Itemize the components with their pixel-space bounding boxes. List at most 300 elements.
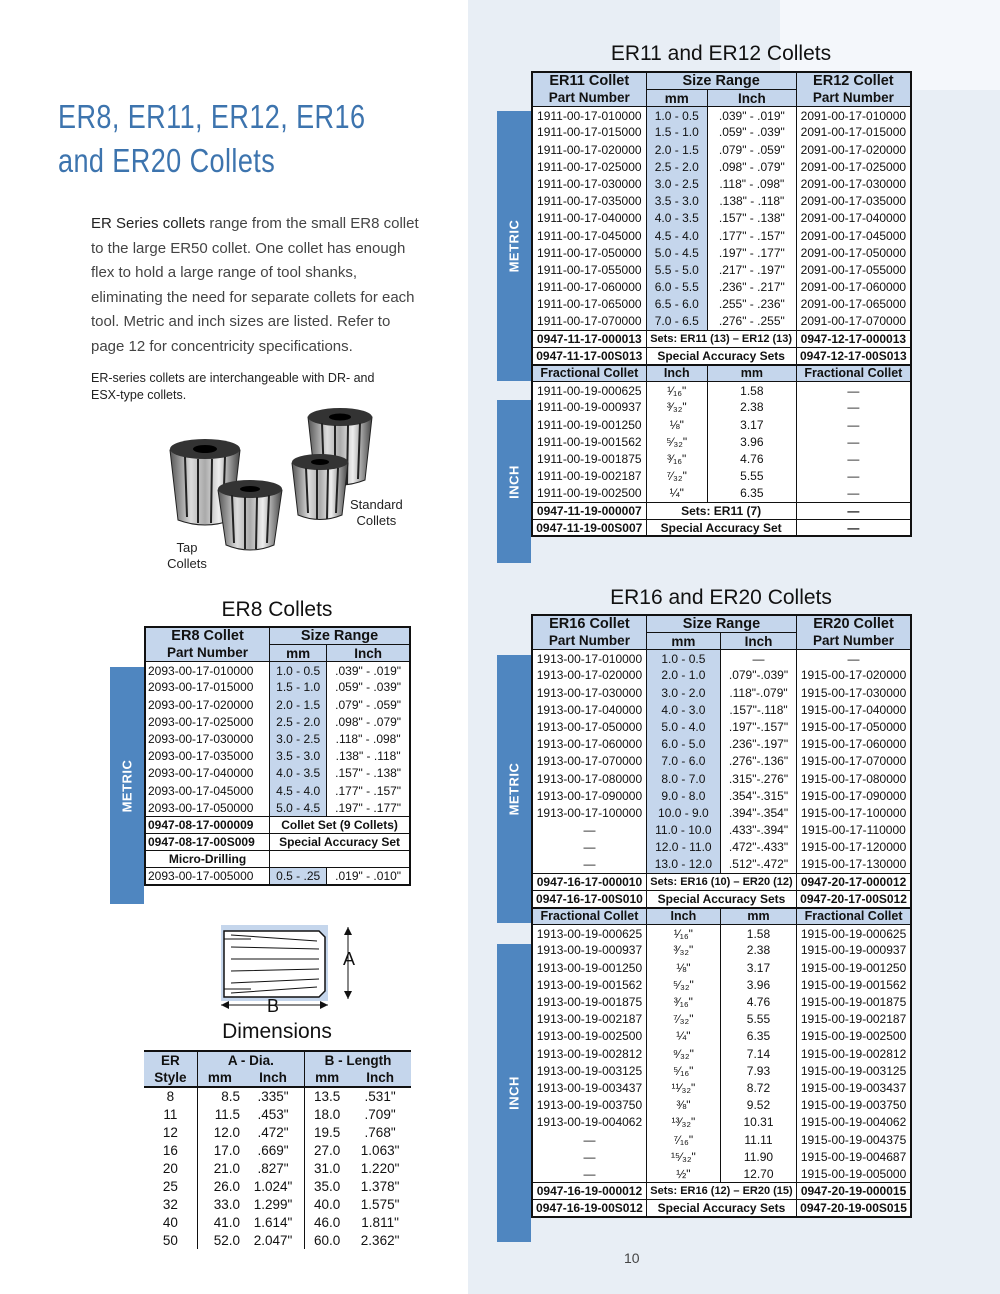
er8-size-inch: .118" - .098" [335,732,401,747]
dims-style: 20 [144,1159,197,1177]
table-row [532,107,911,124]
er16-inch-col4: 1915-00-19-001562 [800,977,907,992]
table-row [532,1062,911,1079]
table-row [532,1079,911,1096]
er11-header-collet: ER11 Collet [532,72,646,90]
er16-metric-col2: 1.0 - 0.5 [646,650,720,667]
dims-len-inch: .768" [364,1124,396,1140]
dims-len-inch: .531" [364,1089,396,1104]
er11-metric-col2: 2.5 - 2.0 [646,158,707,175]
diagram-label-a: A [342,949,356,969]
dims-dia-inch: .335" [242,1087,305,1105]
dims-header-length: B - Length [305,1051,411,1069]
er11-inch-col3: 6.35 [707,485,796,502]
er16-inch-part-number: — [532,1148,646,1165]
dims-dia-mm: 11.5 [214,1106,241,1122]
er16-metric-col4: — [847,651,860,666]
dims-len-mm: 27.0 [313,1142,341,1158]
er16-inch-col2: ⁵⁄₃₂" [646,976,720,993]
er16-header-mm: mm [646,633,720,650]
er11-inch-col2: ⁵⁄₃₂" [646,433,707,450]
er11-inch-part-number: 1911-00-19-002500 [532,485,646,502]
er8-size-inch: .197" - .177" [335,800,402,815]
er11-inch-band-label: INCH [506,464,522,499]
tap-collets-caption: Tap Collets [167,540,207,571]
er11-metric-part-number: 1911-00-17-045000 [532,227,646,244]
er11-metric-col2: 6.0 - 5.5 [646,279,707,296]
er16-inch-col2: ¹¹⁄₃₂" [646,1079,720,1096]
dims-dia-mm: 52.0 [213,1232,241,1248]
er16-metric-col2: 12.0 - 11.0 [646,839,720,856]
er16-metric-col4: 1915-00-17-050000 [800,720,907,735]
table-row [145,696,410,713]
er16-inch-col2: ¹⁵⁄₃₂" [646,1148,720,1165]
er11-metric-col4: 2091-00-17-035000 [800,194,907,209]
er8-size-mm: 2.0 - 1.5 [270,696,327,713]
table-row [532,1097,911,1114]
er16-inch-part-number: 1913-00-19-002187 [532,1011,646,1028]
er16-inch-col2: ⁹⁄₃₂" [646,1045,720,1062]
er16-inch-part-number: 1913-00-19-003125 [532,1062,646,1079]
er8-part-number: 2093-00-17-025000 [145,713,270,730]
table-row [532,279,911,296]
dims-style: 25 [144,1177,197,1195]
dims-header-len-inch: Inch [349,1069,411,1087]
er11-metric-col4: 2091-00-17-070000 [800,314,907,329]
table-row [532,701,911,718]
er11-metric-part-number: 1911-00-17-040000 [532,210,646,227]
table-row [145,679,410,696]
er16-frac-header-mm: mm [720,908,796,925]
er16-metric-rows [532,650,911,873]
table-row [532,770,911,787]
er11-metric-col2: 1.0 - 0.5 [646,107,707,124]
intro-bold: ER Series collets [91,215,206,232]
er11-header-part: Part Number [532,90,646,107]
er11-metric-col3: .118" - .098" [707,175,796,192]
dims-style: 40 [144,1213,197,1231]
table-row [532,175,911,192]
dims-style: 8 [144,1087,197,1105]
er11-metric-part-number: 1911-00-17-035000 [532,193,646,210]
dims-len-mm: 46.0 [313,1214,341,1230]
er11-metric-rows [532,107,911,330]
table-row [532,485,911,502]
er11-inch-part-number: 1911-00-19-001250 [532,416,646,433]
er16-inch-col2: ¹⁄₁₆" [646,925,720,942]
er11-metric-band-label: METRIC [506,219,522,273]
er11-inch-band [497,400,531,563]
er16-metric-part-number: 1913-00-17-020000 [532,667,646,684]
er16-inch-part-number: 1913-00-19-002812 [532,1045,646,1062]
er16-set2-desc: Special Accuracy Sets [646,890,796,907]
er11-metric-col3: .197" - .177" [707,244,796,261]
table-row [532,1148,911,1165]
table-row [532,787,911,804]
er8-size-inch: .079" - .059" [335,697,402,712]
er11-metric-part-number: 1911-00-17-065000 [532,296,646,313]
er11-inch-col2: ¹⁄₁₆" [646,382,707,399]
er16-metric-col2: 2.0 - 1.0 [646,667,720,684]
dims-rows [144,1087,411,1249]
table-row [145,730,410,747]
er16-metric-col3: .118"-.079" [720,684,796,701]
er16-metric-part-number: 1913-00-17-010000 [532,650,646,667]
er16-inch-col2: ³⁄₁₆" [646,993,720,1010]
er12-header-collet: ER12 Collet [796,72,911,90]
er12-header-part: Part Number [796,90,911,107]
er16-inch-col2: ⅜" [646,1097,720,1114]
er8-size-inch: .039" - .019" [335,663,402,678]
table-row [532,158,911,175]
er11-metric-band [497,111,531,381]
er11-set2-part: 0947-11-17-00S013 [532,347,646,364]
er11-inch-set1-desc: Sets: ER11 (7) [646,502,796,519]
dims-dia-mm: 8.5 [221,1089,241,1104]
table-row [532,822,911,839]
er11-inch-col3: 2.38 [707,399,796,416]
dims-len-mm: 35.0 [313,1178,341,1194]
title-line-2: and ER20 Collets [58,142,276,179]
er11-metric-col4: 2091-00-17-025000 [800,159,907,174]
er8-set1-part: 0947-08-17-000009 [145,816,270,833]
dimensions-table [144,1050,411,1249]
table-row [532,433,911,450]
er8-part-number: 2093-00-17-015000 [145,679,270,696]
table-row [532,244,911,261]
table-row [532,993,911,1010]
diagram-label-b: B [266,996,280,1013]
er16-inch-col4: 1915-00-19-003125 [800,1063,907,1078]
er11-inch-col3: 3.96 [707,433,796,450]
er8-size-inch: .157" - .138" [335,766,402,781]
er11-metric-col3: .217" - .197" [707,261,796,278]
er8-size-mm: 3.0 - 2.5 [270,730,327,747]
er11-metric-col3: .059" - .039" [707,124,796,141]
er11-inch-col2: ³⁄₃₂" [646,399,707,416]
er8-part-number: 2093-00-17-020000 [145,696,270,713]
dims-len-mm: 60.0 [313,1232,341,1248]
er11-inch-col3: 4.76 [707,450,796,467]
table-row [532,667,911,684]
table-row [532,124,911,141]
er11-metric-col2: 5.5 - 5.0 [646,261,707,278]
er11-inch-col4: — [847,452,860,467]
er16-inch-col4: 1915-00-19-000937 [800,943,907,958]
er11-frac-header-1: Fractional Collet [532,365,646,382]
er11-metric-part-number: 1911-00-17-020000 [532,141,646,158]
er8-part-number: 2093-00-17-045000 [145,782,270,799]
table-row [144,1123,411,1141]
dims-dia-inch: .827" [242,1159,305,1177]
dims-style: 16 [144,1141,197,1159]
er16-inch-col3: 9.52 [720,1097,796,1114]
table-row [532,1165,911,1182]
er11-inch-col2: ⁷⁄₃₂" [646,468,707,485]
er8-set2-desc: Special Accuracy Set [279,835,401,850]
er16-inch-col4: 1915-00-19-001875 [800,995,907,1010]
er16-inch-set2-desc: Special Accuracy Sets [646,1200,796,1217]
er8-micro-mm: 0.5 - .25 [270,868,327,885]
intro-text: range from the small ER8 collet to the large ER50 collet. One collet has enough flex to hold a large range of tool shanks, eliminating the need for separate collets for each tool. Metric and inch sizes are listed. Refer to page 12 for concentricity specifications. [91,215,419,355]
table-row [532,1114,911,1131]
dims-dia-mm: 41.0 [213,1214,241,1230]
er16-inch-set1-desc: Sets: ER16 (12) – ER20 (15) [646,1183,796,1200]
dims-header-dia-inch: Inch [242,1069,305,1087]
er12-set2-part: 0947-12-17-00S013 [799,348,907,363]
er16-inch-col3: 2.38 [720,942,796,959]
er11-metric-col3: .236" - .217" [707,279,796,296]
table-row [144,1105,411,1123]
er11-inch-col2: ¼" [646,485,707,502]
er16-metric-part-number: 1913-00-17-090000 [532,787,646,804]
title-line-1: ER8, ER11, ER12, ER16 [58,98,366,135]
dims-len-inch: 2.362" [360,1232,400,1248]
er11-header-mm: mm [646,90,707,107]
er11-metric-part-number: 1911-00-17-025000 [532,158,646,175]
er11-table [531,71,912,537]
er16-metric-part-number: 1913-00-17-070000 [532,753,646,770]
dims-dia-inch: 2.047" [242,1231,305,1249]
er8-part-number: 2093-00-17-040000 [145,765,270,782]
er20-set2-part: 0947-20-17-00S012 [800,891,907,906]
dims-style: 12 [144,1123,197,1141]
dims-len-inch: 1.063" [360,1142,400,1158]
dims-len-inch: 1.811" [361,1214,399,1230]
er11-inch-part-number: 1911-00-19-000625 [532,382,646,399]
er16-metric-col2: 6.0 - 5.0 [646,736,720,753]
er16-inch-part-number: 1913-00-19-004062 [532,1114,646,1131]
er11-metric-part-number: 1911-00-17-010000 [532,107,646,124]
table-row [532,399,911,416]
table-row [532,804,911,821]
er16-set1-desc: Sets: ER16 (10) – ER20 (12) [646,873,796,890]
er16-inch-part-number: 1913-00-19-003437 [532,1079,646,1096]
er16-inch-col3: 7.93 [720,1062,796,1079]
er11-metric-col4: 2091-00-17-050000 [800,245,907,260]
er11-metric-col3: .157" - .138" [707,210,796,227]
er16-metric-part-number: — [532,856,646,873]
er16-set1-part: 0947-16-17-000010 [532,873,646,890]
er11-frac-header-mm: mm [707,365,796,382]
er8-header-size: Size Range [270,627,410,645]
er8-size-mm: 3.5 - 3.0 [270,748,327,765]
table-row [532,416,911,433]
er11-inch-rows [532,382,911,502]
er11-metric-part-number: 1911-00-17-050000 [532,244,646,261]
page-number: 10 [624,1250,640,1266]
er16-metric-part-number: 1913-00-17-040000 [532,701,646,718]
er16-inch-col2: ⅛" [646,959,720,976]
table-row [144,1159,411,1177]
table-row [145,713,410,730]
standard-collets-caption: Standard Collets [350,497,403,528]
er16-header-inch: Inch [720,633,796,650]
er11-inch-part-number: 1911-00-19-001875 [532,450,646,467]
er16-metric-part-number: 1913-00-17-100000 [532,804,646,821]
er16-inch-col3: 11.11 [720,1131,796,1148]
dimensions-title: Dimensions [222,1020,332,1043]
er12-set1-part: 0947-12-17-000013 [800,331,907,346]
er11-inch-col4: — [847,469,860,484]
er16-inch-part-number: 1913-00-19-003750 [532,1097,646,1114]
er16-inch-set1-part: 0947-16-19-000012 [532,1183,646,1200]
er16-inch-col2: ¼" [646,1028,720,1045]
er16-metric-col2: 10.0 - 9.0 [646,804,720,821]
er11-metric-col2: 3.0 - 2.5 [646,175,707,192]
er8-part-number: 2093-00-17-030000 [145,730,270,747]
er16-inch-part-number: 1913-00-19-001875 [532,993,646,1010]
er16-inch-col4: 1915-00-19-000625 [800,926,907,941]
er16-section-title: ER16 and ER20 Collets [610,586,832,609]
dims-style: 32 [144,1195,197,1213]
er16-set2-part: 0947-16-17-00S010 [532,890,646,907]
table-row [532,261,911,278]
dims-dia-inch: 1.024" [242,1177,305,1195]
er11-inch-col2: ³⁄₁₆" [646,450,707,467]
table-row [145,782,410,799]
table-row [145,662,410,679]
er8-metric-band [110,667,144,904]
er16-header-size: Size Range [646,615,796,633]
er11-metric-col3: .098" - .079" [707,158,796,175]
table-row [532,1131,911,1148]
er11-metric-col3: .079" - .059" [707,141,796,158]
er20-inch-set1-part: 0947-20-19-000015 [800,1184,907,1199]
table-row [532,313,911,330]
er11-metric-col2: 4.5 - 4.0 [646,227,707,244]
dims-dia-mm: 26.0 [213,1178,241,1194]
er11-metric-part-number: 1911-00-17-030000 [532,175,646,192]
er8-micro-inch: .019" - .010" [335,869,402,884]
er16-header-part: Part Number [532,633,646,650]
er11-inch-col3: 5.55 [707,468,796,485]
er16-inch-part-number: 1913-00-19-000937 [532,942,646,959]
er16-metric-col4: 1915-00-17-060000 [800,737,907,752]
er16-metric-col2: 4.0 - 3.0 [646,701,720,718]
table-row [144,1195,411,1213]
er16-metric-col3: .394"-.354" [720,804,796,821]
er8-header-part: Part Number [145,645,270,662]
er16-metric-col3: .512"-.472" [720,856,796,873]
er16-inch-col2: ½" [646,1165,720,1182]
dims-len-inch: 1.220" [360,1160,400,1176]
er8-size-inch: .138" - .118" [335,749,401,764]
er16-metric-col2: 7.0 - 6.0 [646,753,720,770]
er8-section-title: ER8 Collets [221,598,333,621]
er8-size-inch: .059" - .039" [335,680,402,695]
er11-metric-col2: 3.5 - 3.0 [646,193,707,210]
er16-metric-col2: 3.0 - 2.0 [646,684,720,701]
er11-metric-col2: 7.0 - 6.5 [646,313,707,330]
er8-set1-desc: Collet Set (9 Collets) [281,817,398,832]
er8-size-mm: 1.0 - 0.5 [270,662,327,679]
interchangeable-note: ER-series collets are interchangeable with DR- and ESX-type collets. [91,371,375,402]
er16-inch-part-number: 1913-00-19-001250 [532,959,646,976]
er16-inch-part-number: 1913-00-19-002500 [532,1028,646,1045]
table-row [532,959,911,976]
table-row [532,141,911,158]
dims-header-er: ER [144,1051,197,1069]
er16-metric-col4: 1915-00-17-090000 [800,788,907,803]
er11-inch-part-number: 1911-00-19-000937 [532,399,646,416]
er11-inch-set1-part: 0947-11-19-000007 [532,502,646,519]
er8-part-number: 2093-00-17-050000 [145,799,270,816]
table-row [532,942,911,959]
dims-dia-inch: .453" [242,1105,305,1123]
er11-metric-part-number: 1911-00-17-015000 [532,124,646,141]
er16-inch-col2: ⁷⁄₃₂" [646,1011,720,1028]
dims-len-inch: .709" [364,1106,396,1122]
er11-set2-desc: Special Accuracy Sets [646,347,796,364]
er8-header-collet: ER8 Collet [145,627,270,645]
dims-header-dia-mm: mm [197,1069,242,1087]
er8-set2-part: 0947-08-17-00S009 [145,834,270,851]
er11-inch-col4: — [847,434,860,449]
table-row [532,718,911,735]
table-row [532,468,911,485]
er8-size-inch: .098" - .079" [335,714,402,729]
er8-micro-label: Micro-Drilling [145,851,270,868]
er16-metric-col3: .157"-.118" [720,701,796,718]
table-row [144,1087,411,1105]
er16-metric-part-number: 1913-00-17-060000 [532,736,646,753]
er11-set1-part: 0947-11-17-000013 [532,330,646,347]
er8-metric-band-label: METRIC [119,759,135,812]
er16-metric-col2: 13.0 - 12.0 [646,856,720,873]
dims-style: 11 [144,1105,197,1123]
er11-metric-col2: 5.0 - 4.5 [646,244,707,261]
er16-metric-col2: 5.0 - 4.0 [646,718,720,735]
table-row [532,193,911,210]
er16-metric-part-number: 1913-00-17-030000 [532,684,646,701]
table-row [532,650,911,667]
er11-header-size: Size Range [646,72,796,90]
dims-dia-inch: .669" [242,1141,305,1159]
er16-inch-col3: 6.35 [720,1028,796,1045]
table-row [145,799,410,816]
er16-metric-col4: 1915-00-17-070000 [800,754,907,769]
tap-collet-small-icon [218,480,282,550]
er11-inch-col3: 3.17 [707,416,796,433]
page-title [58,95,365,183]
er16-inch-col4: 1915-00-19-004375 [800,1132,907,1147]
er11-metric-col4: 2091-00-17-055000 [800,262,907,277]
table-row [532,976,911,993]
collet-dimension-diagram [221,925,358,1013]
table-row [532,382,911,399]
er16-metric-col4: 1915-00-17-100000 [800,805,907,820]
er11-inch-set2-er12: — [847,520,860,535]
er11-inch-part-number: 1911-00-19-001562 [532,433,646,450]
er8-part-number: 2093-00-17-010000 [145,662,270,679]
er16-inch-col2: ³⁄₃₂" [646,942,720,959]
er16-metric-col2: 8.0 - 7.0 [646,770,720,787]
er11-inch-part-number: 1911-00-19-002187 [532,468,646,485]
er16-metric-col2: 9.0 - 8.0 [646,787,720,804]
er20-set1-part: 0947-20-17-000012 [800,874,907,889]
er16-inch-col3: 5.55 [720,1011,796,1028]
er16-inch-col3: 11.90 [720,1148,796,1165]
er16-inch-col3: 12.70 [720,1165,796,1182]
er16-metric-col3: .197"-.157" [720,718,796,735]
er16-inch-col4: 1915-00-19-002812 [800,1046,907,1061]
er16-metric-col3: .236"-.197" [720,736,796,753]
er8-part-number: 2093-00-17-035000 [145,748,270,765]
er16-metric-col3: .354"-.315" [720,787,796,804]
er16-metric-col4: 1915-00-17-120000 [800,840,907,855]
er16-header-collet: ER16 Collet [532,615,646,633]
